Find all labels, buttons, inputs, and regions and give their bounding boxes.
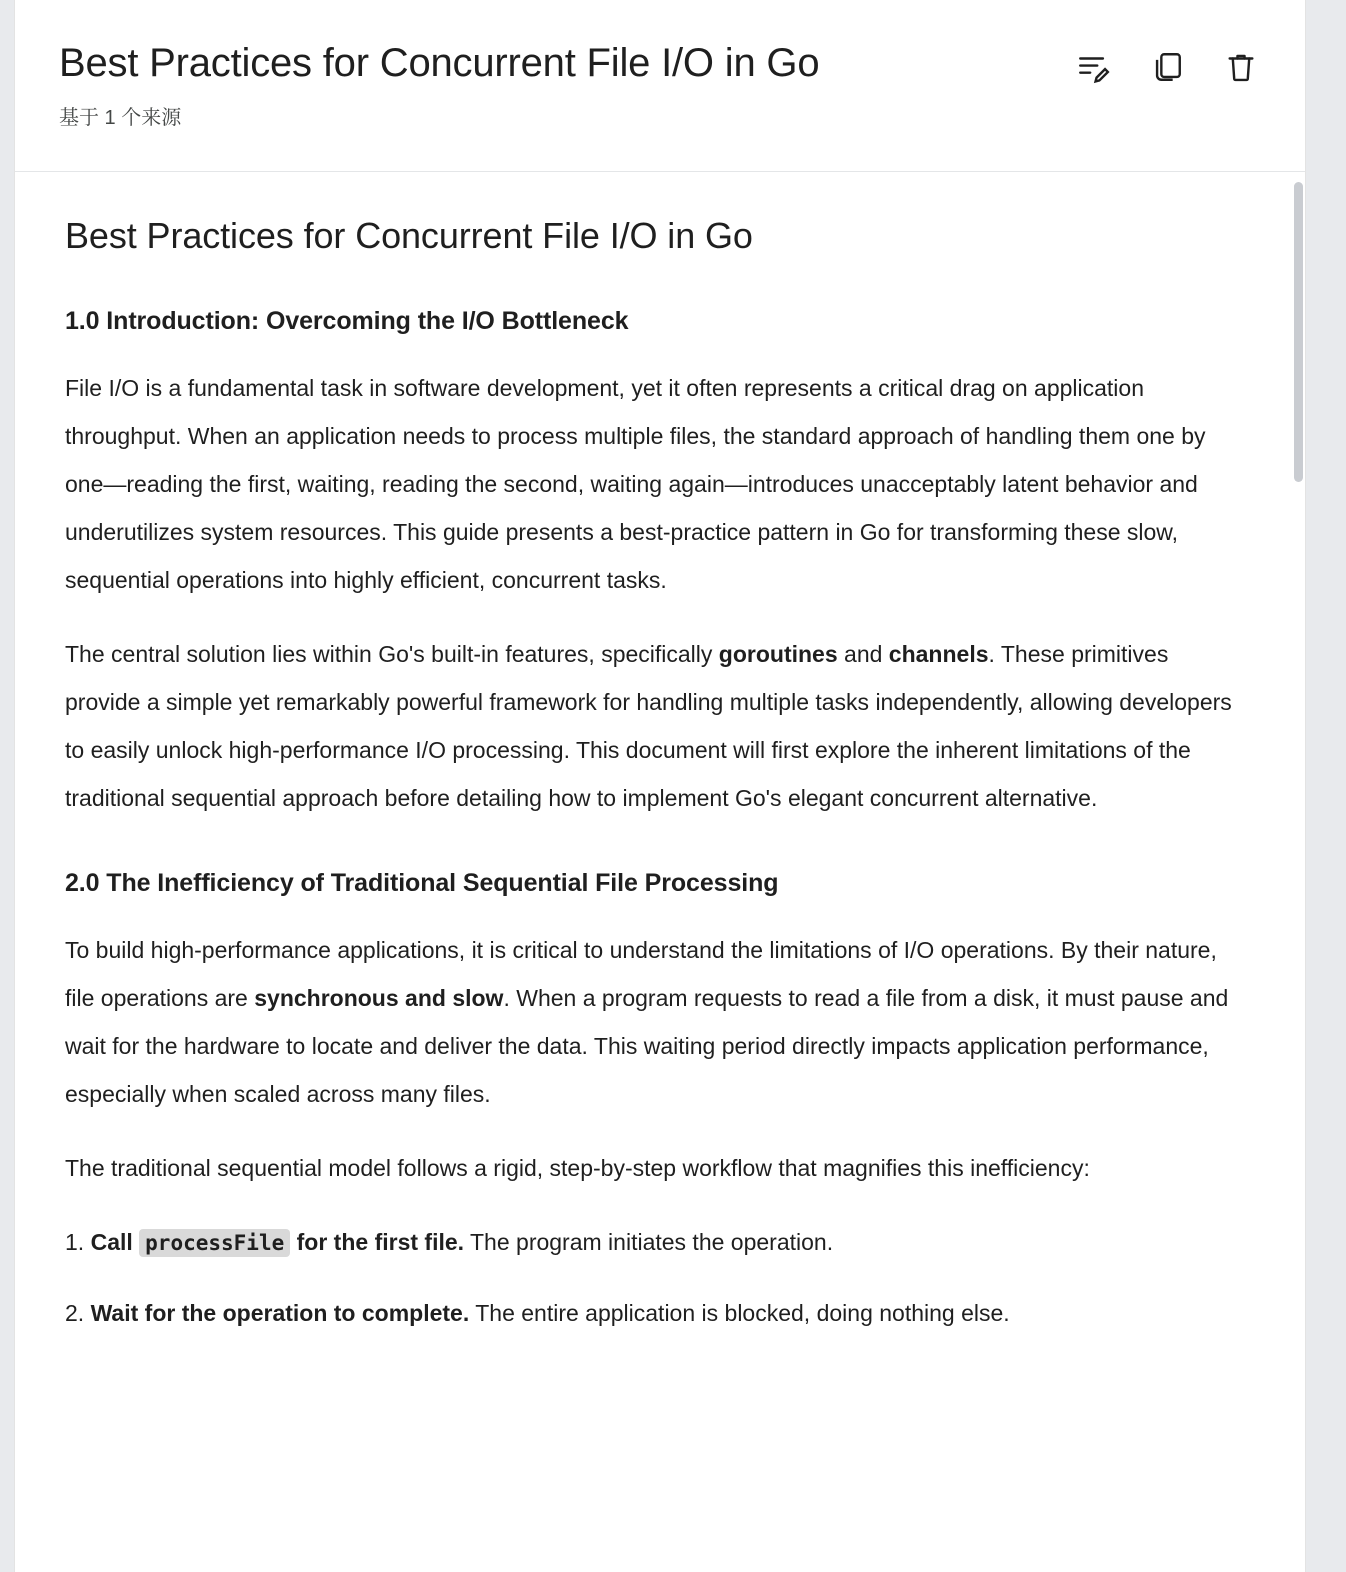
list-item: 1. Call processFile for the first file. The program initiates the operation. bbox=[65, 1229, 834, 1255]
header-top-row bbox=[59, 34, 1271, 90]
scrollbar-thumb[interactable] bbox=[1294, 182, 1303, 482]
header-actions bbox=[1071, 34, 1271, 90]
edit-summary-icon bbox=[1076, 50, 1110, 87]
page-title: Best Practices for Concurrent File I/O in Go bbox=[59, 41, 820, 85]
window-edge-right bbox=[1306, 0, 1346, 1572]
paragraph: The central solution lies within Go's built-in features, specifically goroutines and channels. These primitives provide a simple yet remarkably powerful framework for handling multiple tasks independently, allowing developers to easily unlock high-performance I/O processing. This document will first explore the inherent limitations of the traditional sequential approach before detailing how to implement Go's elegant concurrent alternative. bbox=[65, 641, 1232, 811]
window-edge-left bbox=[0, 0, 14, 1572]
section-heading-1: 1.0 Introduction: Overcoming the I/O Bottleneck bbox=[65, 307, 629, 335]
delete-icon bbox=[1224, 50, 1258, 87]
paragraph: File I/O is a fundamental task in software development, yet it often represents a critical drag on application throughput. When an application needs to process multiple files, the standard approach of handling them one by one—reading the first, waiting, reading the second, waiting again—introduces unacceptably latent behavior and underutilizes system resources. This guide presents a best-practice pattern in Go for transforming these slow, sequential operations into highly efficient, concurrent tasks. bbox=[65, 375, 1206, 593]
paragraph: To build high-performance applications, it is critical to understand the limitations of I/O operations. By their nature, file operations are synchronous and slow. When a program requests to read a file from a disk, it must pause and wait for the hardware to locate and deliver the data. This waiting period directly impacts application performance, especially when scaled across many files. bbox=[65, 937, 1229, 1107]
panel-header bbox=[15, 0, 1305, 172]
section-heading-2: 2.0 The Inefficiency of Traditional Sequential File Processing bbox=[65, 869, 779, 897]
source-count-label: 基于 1 个来源 bbox=[59, 107, 182, 129]
delete-icon-button[interactable] bbox=[1219, 46, 1263, 90]
edit-summary-icon-button[interactable] bbox=[1071, 46, 1115, 90]
document-content bbox=[15, 172, 1305, 1572]
document-title: Best Practices for Concurrent File I/O in Go bbox=[65, 215, 753, 256]
inline-code: processFile bbox=[139, 1229, 290, 1257]
list-item: 2. Wait for the operation to complete. The entire application is blocked, doing nothing else. bbox=[65, 1300, 1010, 1326]
copy-icon bbox=[1150, 50, 1184, 87]
paragraph: The traditional sequential model follows a rigid, step-by-step workflow that magnifies this inefficiency: bbox=[65, 1155, 1090, 1181]
copy-icon-button[interactable] bbox=[1145, 46, 1189, 90]
document-panel bbox=[14, 0, 1306, 1572]
